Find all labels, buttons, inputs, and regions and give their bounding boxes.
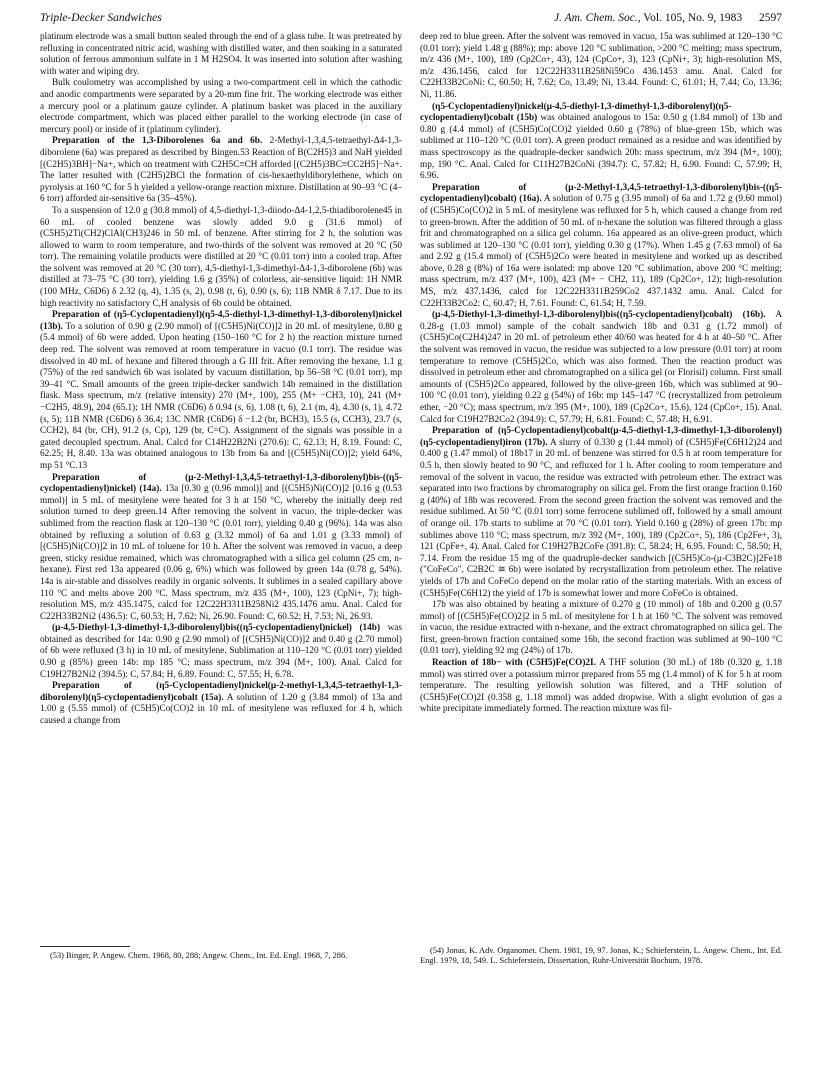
paragraph (40, 206, 402, 310)
paragraph-text: To a suspension of 12.0 g (30.8 mmol) of 4,5-diethyl-1,3-diiodo-Δ4-1,2,5-thiadiborolene45 in 60 mL of cooled benzene was slowly added 9.0 g (31.6 mmol) of (C5H5)2Ti(CH2)ClAl(CH3)246 in 50 mL of benzene. After stirring for 2 h, the solution was allowed to warm to room temperature, and two-thirds of the solvent was removed at 20 °C (50 torr). The remaining volatile products were distilled at 20 °C (0.01 torr) into a cooled trap. After the solvent was removed at 20 °C (30 torr), 4,5-diethyl-1,3-dimethyl-Δ4-1,3-diborolene (6b) was distilled at 73–75 °C (30 torr), yielding 1.6 g (35%) of colorless, air-sensitive liquid: 1H NMR (100 MHz, C6D6) δ 2.32 (q, 4), 1.35 (s, 2), 0.98 (t, 6), 0.90 (s, 6); 11B NMR δ 7.17. Due to its high reactivity no satisfactory C,H analysis of 6b could be obtained. (40, 205, 402, 309)
paragraph-heading: (μ-4,5-Diethyl-1,3-dimethyl-1,3-diborolenyl)bis((η5-cyclopentadienyl)nickel) (14b) (52, 623, 381, 634)
paragraph-heading: Preparation of the 1,3-Diborolenes 6a and 6b. (52, 136, 263, 147)
right-column (420, 32, 782, 938)
paragraph-text: 2-Methyl-1,3,4,5-tetraethyl-Δ4-1,3-diborolene (6a) was prepared as described by Bingen.53 Reaction of B(C2H5)3 and NaH yielded [(C2H5)3BH]−Na+, which on treatment with C2H5C≡CH afforded [(C2H5)3BC≡CC2H5]−Na+. The latter resulted with (C2H5)2BCl the formation of cis-hexaethyldiborylethene, which on pyrolysis at 160 °C for 5 h yielded a yellow-orange reaction mixture. Distillation at 90–93 °C (4–6 torr) afforded air-sensitive 6a (35–45%). (40, 136, 402, 205)
page-number: 2597 (759, 12, 782, 24)
paragraph-text: was obtained as described for 14a: 0.90 g (2.90 mmol) of [(C5H5)Ni(CO)]2 and 0.40 g (2.70 mmol) of 6b were refluxed (3 h) in 10 mL of mesitylene. Sublimation at 110–120 °C (0.01 torr) yielded 0.90 g (85%) green 14b: mp 185 °C; mass spectrum, m/z 394 (M+, 100). Anal. Calcd for C19H27B2Ni2 (394.5): C, 57.84; H, 6.89. Found: C, 57.55; H, 6.78. (40, 623, 402, 680)
paragraph-heading: Preparation of (μ-2-Methyl-1,3,4,5-tetraethyl-1,3-diborolenyl)bis-((η5-cyclopentadienyl)cobalt) (16a). (420, 182, 782, 205)
paragraph (40, 473, 402, 624)
journal-name: J. Am. Chem. Soc., (553, 12, 641, 24)
paragraph-heading: Preparation of (η5-Cyclopentadienyl)nickel(μ-2-methyl-1,3,4,5-tetraethyl-1,3-diborolenyl)(η5-cyclopentadienyl)cobalt (15a). (40, 681, 402, 703)
left-column (40, 32, 402, 938)
paragraph (40, 310, 402, 472)
paragraph-heading: Preparation of (μ-2-Methyl-1,3,4,5-tetraethyl-1,3-diborolenyl)bis-((η5-cyclopentadienyl)nickel) (14a). (40, 472, 402, 495)
paragraph-text: Bulk coulometry was accomplished by using a two-compartment cell in which the cathodic and anodic compartments were separated by a 20-mm fine frit. The working electrode was either a mercury pool or a platinum gauze cylinder. A platinum basket was placed in the auxiliary electrode compartment, which was placed either parallel to the working electrode (in case of mercury pool) or inside of it (platinum cylinder). (40, 78, 402, 135)
paragraph-text: A solution of 0.75 g (3.95 mmol) of 6a and 1.72 g (9.60 mmol) of (C5H5)Co(CO)2 in 5 mL of mesitylene was refluxed for 5 h, which caused a change from red to green-brown. After the addition of 50 mL of n-hexane the solution was filtered through a glass frit and chromatographed on a silica gel column. 16a appeared as an olive-green product, which was sublimed at 120–130 °C (0.01 torr), yielding 0.30 g (17%). When 1.45 g (7.63 mmol) of 6a and 2.92 g (15.4 mmol) of (C5H5)2Co were heated in mesitylene and worked up as described above, 0.28 g (8%) of 16a were isolated: mp above 120 °C sublimation, above 200 °C melting; mass spectrum, m/z 437 (M+, 100), 423 (M+ − CH2, 11), 189 (Cp2Co+, 12); high-resolution MS, m/z 437.1436, calcd for 12C22H3311B259Co2 437.1432 amu. Anal. Calcd for C22H33B2Co2: C, 60.47; H, 7.61. Found: C, 61.54; H, 7.59. (420, 194, 782, 309)
paragraph-text: A slurry of 0.330 g (1.44 mmol) of (C5H5)Fe(C6H12)24 and 0.400 g (1.47 mmol) of 18b17 in 20 mL of benzene was stirred for 0.5 h at room temperature for 0.5 h, then slowly heated to 90 °C, and refluxed for 1 h. After cooling to room temperature and removal of the solvent in vacuo, the residue was extracted with petroleum ether. The extract was separated into two fractions by chromatography on silica gel. From the first orange fraction 0.160 g (40%) of 18b was recovered. From the second green fraction the solvent was removed and the residue sublimed. At 50 °C (0.01 torr) some ferrocene sublimed off, followed by a small amount of orange oil. 17b starts to sublime at 70 °C (0.01 torr). Yield 0.160 g (28%) of green 17b: mp sublimes above 110 °C; mass spectrum, m/z 392 (M+, 100), 189 (Cp2Co+, 5), 186 (Cp2Fe+, 3), 121 (CpFe+, 4). Anal. Calcd for C19H27B2CoFe (391.8): C, 58.24; H, 6.95. Found: C, 58.50; H, 7.14. From the residue 15 mg of the quadruple-decker sandwich [(C5H5)Co-(μ-C3B2C)]2Fe18 ("CoFeCo", C2B2C ≅ 6b) were isolated by recrystallization from petroleum ether. The relative yields of 17b and CoFeCo depend on the molar ratio of the starting materials. With an excess of (C5H5)Fe(C6H12) the yield of 17b is somewhat lower and more CoFeCo is obtained. (420, 437, 782, 599)
paragraph-text: deep red to blue green. After the solvent was removed in vacuo, 15a was sublimed at 120–130 °C (0.01 torr); yield 1.48 g (88%); mp: above 120 °C sublimation, >200 °C melting; mass spectrum, m/z 436 (M+, 100), 189 (Cp2Co+, 43), 124 (CpCo+, 3), 123 (CpNi+, 3); high-resolution MS, m/z 436.1456, calcd for 12C22H3311B258Ni59Co 436.1453 amu. Anal. Calcd for C22H33B2CoNi: C, 60.50; H, 7.62; Co, 13.49; Ni, 13.44. Found: C, 61.01; H, 7.44; Co, 13.36; Ni, 11.86. (420, 32, 782, 100)
paragraph-text: A solution of 1.20 g (3.84 mmol) of 13a and 1.00 g (5.55 mmol) of (C5H5)Co(CO)2 in 10 mL of mesitylene was refluxed for 4 h, which caused a change from (40, 692, 402, 727)
paragraph (40, 32, 402, 78)
footnote-rule (40, 946, 130, 947)
paragraph-text: A 0.28-g (1.03 mmol) sample of the cobalt sandwich 18b and 0.31 g (1.72 mmol) of (C5H5)Co(C2H4)247 in 20 mL of petroleum ether 40/60 was heated for 4 h at 40–50 °C. After the solvent was removed in vacuo, the residue was subjected to a low pressure (0.01 torr) at room temperature to remove (C5H5)2Co, which was also formed. Then the reaction product was dissolved in petroleum ether and chromatographed on a silica gel (or Florisil) column. First small amounts of (C5H5)2Co appeared, followed by the olive-green 16b, which was sublimed at 90–100 °C (0.01 torr), yielding 0.22 g (54%) of 16b: mp 145–147 °C (recrystallized from petroleum ether, −20 °C); mass spectrum, m/z 395 (M+, 100), 189 (Cp2Co+, 15.6), 124 (CpCo+, 15). Anal. Calcd for C19H27B2Co2 (394.9): C, 57.79; H, 6.81. Found: C, 57.48; H, 6.91. (420, 310, 782, 425)
paragraph-text: platinum electrode was a small button sealed through the end of a glass tube. It was pretreated by refluxing in concentrated nitric acid, washing with distilled water, and then soaking in a saturated solution of ferrous ammonium sulfate in 1 M H2SO4. It was inserted into solution after washing with water and wiping dry. (40, 32, 402, 77)
footnotes-left (40, 946, 402, 961)
paragraph (420, 310, 782, 426)
journal-citation (554, 12, 782, 24)
paragraph-heading: (μ-4,5-Diethyl-1,3-dimethyl-1,3-diborolenyl)bis((η5-cyclopentadienyl)cobalt) (16b). (432, 310, 766, 321)
paragraph-heading: Reaction of 18b− with (C5H5)Fe(CO)2I. (432, 658, 596, 669)
paragraph-heading: Preparation of (η5-Cyclopentadienyl)(η5-4,5-diethyl-1,3-dimethyl-1,3-diborolenyl)nickel (13b). (40, 310, 402, 332)
paragraph-text: To a solution of 0.90 g (2.90 mmol) of [(C5H5)Ni(CO)]2 in 20 mL of mesitylene, 0.80 g (5.4 mmol) of 6b were added. Upon heating (150–160 °C for 2 h) the reaction mixture turned deep red. The solvent was removed at room temperature in vacuo (0.1 torr). The residue was dissolved in 40 mL of hexane and filtered through a G III frit. After removing the hexane, 1.1 g (75%) of the red sandwich 6b was isolated by vacuum distillation, bp 56–58 °C (0.01 torr), mp 39–41 °C. Small amounts of the green triple-decker sandwich 14b remained in the distillation flask. Mass spectrum, m/z (relative intensity) 270 (M+, 100), 255 (M+ −CH3, 10), 241 (M+ −C2H5, 48.9), 204 (65.1); 1H NMR (C6D6) δ 0.94 (s, 6), 1.08 (t, 6), 2.1 (m, 4), 4.30 (s, 1), 4.72 (s, 5); 11B NMR (C6D6) δ 36.4; 13C NMR (C6D6) δ −1.2 (br, BCH3), 15.5 (s, CCH3), 23.7 (s, CCH2), 84 (br, CH), 91.2 (s, Cp), 129 (br, C=C). Assignment of the signals was possible in a gated decoupled spectrum. Anal. Calcd for C14H22B2Ni (270.6): C, 62.13; H, 8.19. Found: C, 62.25; H, 8.40. 13a was obtained analogous to 13b from 6a and [(C5H5)Ni(CO)]2; yield 64%, mp 51 °C.13 (40, 321, 402, 471)
paragraph-text: 13a [0.30 g (0.96 mmol)] and [(C5H5)Ni(CO)]2 [0.16 g (0.53 mmol)] in 5 mL of mesitylene were heated for 3 h at 150 °C, whereby the initially deep red solution turned to deep green.14 After removing the solvent in vacuo, the triple-decker was sublimed from the reaction flask at 120–130 °C (0.01 torr), yielding 0.40 g (96%). 14a was also obtained by refluxing a solution of 0.63 g (3.32 mmol) of 6a and 1.01 g (3.33 mmol) of [(C5H5)Ni(CO)]2 in 10 mL of toluene for 10 h. After the solvent was removed in vacuo, a deep green, sticky residue remained, which was chromatographed with a silica gel column (25 cm, n-hexane). First red 13a appeared (0.06 g, 6%) which was followed by green 14a (0.78 g, 54%). 14a is air-stable and dissolves readily in organic solvents. It sublimes in a sealed capillary above 110 °C and melts above 200 °C. Mass spectrum, m/z 435 (M+, 100), 123 (CpNi+, 7); high-resolution MS, m/z 435.1475, calcd for 12C22H3311B258Ni2 435.1476 amu. Anal. Calcd for C22H33B2Ni2 (436.5): C, 60.53; H, 7.62; Ni, 26.90. Found: C, 60.52; H, 7.53; Ni, 26.93. (40, 484, 402, 622)
paragraph-heading: Preparation of (η5-Cyclopentadienyl)cobalt(μ-4,5-diethyl-1,3-dimethyl-1,3-diborolenyl)(η5-cyclopentadienyl)iron (17b). (420, 426, 782, 448)
running-title: Triple-Decker Sandwiches (40, 12, 162, 24)
paragraph (40, 681, 402, 727)
footnote: (53) Binger, P. Angew. Chem. 1968, 80, 288; Angew. Chem., Int. Ed. Engl. 1968, 7, 286. (50, 951, 348, 960)
paragraph (420, 600, 782, 658)
volume-issue: Vol. 105, No. 9, 1983 (643, 12, 743, 24)
paragraph (420, 32, 782, 102)
paragraph-text: A THF solution (30 mL) of 18b (0.320 g, 1.18 mmol) was stirred over a potassium mirror prepared from 55 mg (1.4 mmol) of K for 5 h at room temperature. The resulting yellowish solution was filtered, and a THF solution of (C5H5)Fe(CO)2I (0.358 g, 1.18 mmol) was added dropwise. With a slight evolution of gas a white precipitate immediately formed. The reaction mixture was fil- (420, 658, 782, 715)
footnotes-right (420, 946, 782, 966)
footnote: (54) Jonas, K. Adv. Organomet. Chem. 1981, 19, 97. Jonas, K.; Schieferstein, L. Angew. Chem., Int. Ed. Engl. 1979, 18, 549. L. Schieferstein, Dissertation, Ruhr-Universität Bochum, 1978. (420, 946, 782, 966)
paragraph-heading: (η5-Cyclopentadienyl)nickel(μ-4,5-diethyl-1,3-dimethyl-1,3-diborolenyl)(η5-cyclopentadienyl)cobalt (15b) (420, 101, 732, 124)
running-header (40, 12, 782, 30)
paragraph (420, 426, 782, 600)
paragraph-text: 17b was also obtained by heating a mixture of 0.270 g (10 mmol) of 18b and 0.200 g (0.57 mmol) of [(C5H5)Fe(CO)2]2 in 5 mL of mesitylene for 1 h at 160 °C. The solvent was removed in vacuo, the residue extracted with n-hexane, and the extract chromatographed on silica gel. The first, green-brown fraction contained some 16b, the second fraction was sublimed at 90–100 °C (0.01 torr), yielding 92 mg (24%) of 17b. (420, 600, 782, 657)
paragraph (40, 136, 402, 206)
paragraph (420, 658, 782, 716)
paragraph (420, 102, 782, 183)
paragraph-text: was obtained analogous to 15a: 0.50 g (1.84 mmol) of 13b and 0.80 g (4.4 mmol) of (C5H5)Co(CO)2 yielded 0.60 g (78%) of blue-green 15b, which was sublimed at 110–120 °C (0.01 torr). A green product remained as a residue and was identified by mass spectroscopy as the quadruple-decker sandwich 20b: mass spectrum, m/z 394 (M+, 100); mp, 190 °C. Anal. Calcd for C11H27B2CoNi (394.7): C, 57.82; H, 6.90. Found: C, 57.99; H, 6.96. (420, 113, 782, 182)
paragraph (40, 78, 402, 136)
paragraph (420, 183, 782, 311)
paragraph (40, 623, 402, 681)
